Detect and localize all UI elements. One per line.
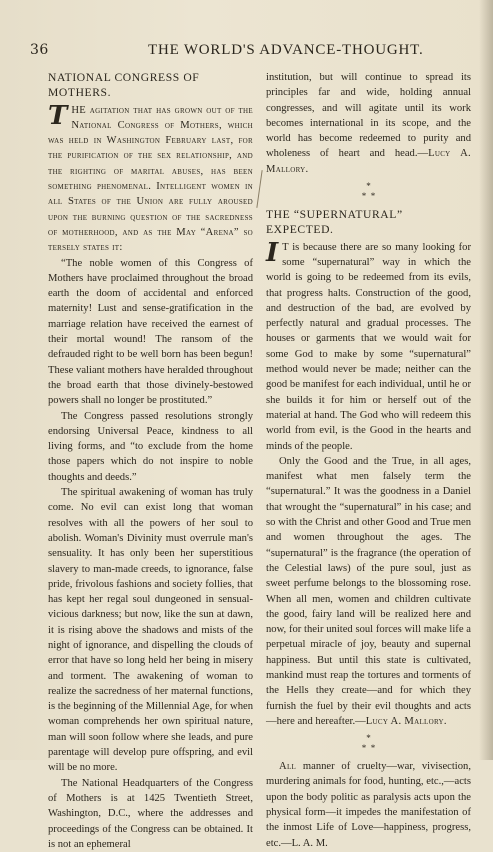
drop-cap: T: [48, 100, 68, 131]
right-column: [266, 70, 471, 851]
author-signature: Lucy A. Mallory.: [365, 715, 447, 727]
author-signature: Lucy A. Mallory.: [266, 148, 471, 175]
article-paragraph: [266, 759, 471, 851]
article-paragraph: The National Headquarters of the Congress of Mothers is at 1425 Twentieth Street, Washington, D.C., where the addresses and proceedings of the Congress can be obtained. It is not an ephemeral: [48, 777, 253, 850]
article-title-supernatural: THE “SUPERNATURAL” EXPECTED.: [266, 208, 403, 237]
article-paragraph: [266, 237, 471, 454]
paragraph-text: Only the Good and the True, in all ages, manifest what men falsely term the “supernatural.” It was the goodness in a Daniel that wrought the “supernatural” in his case; and so with the Christ and other Good and True men and women throughout the ages. The “supernatural” is the fragrance (the operation of the Celestial laws) of the pure soul, just as sweet perfume belongs to the blossoming rose. When all men, women and children cultivate the good, fairy land will be realized here and now, for their united soul forces will make life a perpetual miracle of joy, beauty and supernal happiness. But until this state is cultivated, mankind must reap the tortures and torments of the Hells they create—and for which they furnish the fuel by their evil thoughts and acts—here and hereafter.—: [266, 455, 471, 727]
drop-cap: I: [266, 237, 279, 268]
article-paragraph: “The noble women of this Congress of Mothers have proclaimed throughout the broad earth the doom of accidental and enforced maternity! Lust and sense-gratification in the marriage relation have received the earnest of their mortal wound! The ransom of the defrauded right to be well born has been begun! These valiant mothers have heralded throughout the broad earth that those divinely-bestowed powers shall no longer be prostituted.”: [48, 257, 253, 407]
article-title-national-congress: NATIONAL CONGRESS OF MOTHERS.: [48, 71, 200, 100]
page-header: [0, 42, 493, 64]
running-title: THE WORLD'S ADVANCE-THOUGHT.: [148, 42, 424, 58]
article-paragraph: The Congress passed resolutions strongly endorsing Universal Peace, kindness to all living forms, and “to exclude from the home those papers which do not inspire to noble thoughts and deeds.”: [48, 410, 253, 483]
section-separator-stars: * * *: [361, 733, 376, 754]
column-divider-mark: [256, 170, 262, 208]
section-separator-stars: * * *: [361, 181, 376, 202]
paragraph-text: HE agitation that has grown out of the National Congress of Mothers, which was held in Washington February last, for the purification of the sex relationship, and the righting of marital abuses, has been something phenomenal. Intelligent women in all States of the Union are fully aroused upon the burning question of the sacredness of motherhood, and as the May “Arena” so tersely states it:: [48, 104, 253, 254]
paragraph-text: T is because there are so many looking for some “supernatural” way in which the world is going to be redeemed from its evils, that progress halts. Construction of the good, and destruction of the bad, are evolved by perfectly natural and gradual processes. The houses or garments that we would wait for some God to make by some “supernatural” method would never be made; neither can the good be manifest for each individual, until he or she builds it for him or herself out of the material at hand. The God who will redeem this world from evil, is the Good in the hearts and minds of the people.: [266, 241, 471, 452]
page-edge-shadow: [479, 0, 493, 760]
article-paragraph: The spiritual awakening of woman has truly come. No evil can exist long that woman resolves with all the powers of her soul to abolish. Woman's Divinity must overrule man's sensuality. It has only been her superstitious slavery to man-made creeds, to ignorance, false pride, frivolous fashions and society follies, that has kept her regal soul dungeoned in sensual-vicious darkness; but now, like the sun at dawn, it is rising above the shadows and mists of the night of ignorance, and dispelling the clouds of error that have so long held her being in misery and torment. The awakening of woman to realize the sacredness of her maternal functions, is the beginning of the Millennial Age, for when woman comprehends her own spiritual nature, man will soon follow where she leads, and pure parentage will develop pure offspring, and evil will be no more.: [48, 487, 253, 774]
lead-word: All: [279, 761, 297, 773]
paragraph-text: manner of cruelty—war, vivisection, murdering animals for food, hunting, etc.,—acts upon the body politic as paralysis acts upon the physical form—it impedes the manifestation of the inmost Life of Love—happiness, progress, etc.—L. A. M.: [266, 761, 471, 849]
article-paragraph: [266, 454, 471, 729]
paragraph-text: institution, but will continue to spread its principles far and wide, holding annual congresses, and will agitate until its work becomes international in its scope, and the world has become redeemed to purity and wholeness of heart and head.—: [266, 72, 471, 160]
left-column: [48, 70, 253, 852]
article-continuation: [266, 70, 471, 177]
article-paragraph: [48, 100, 253, 256]
page-number: 36: [30, 42, 49, 58]
